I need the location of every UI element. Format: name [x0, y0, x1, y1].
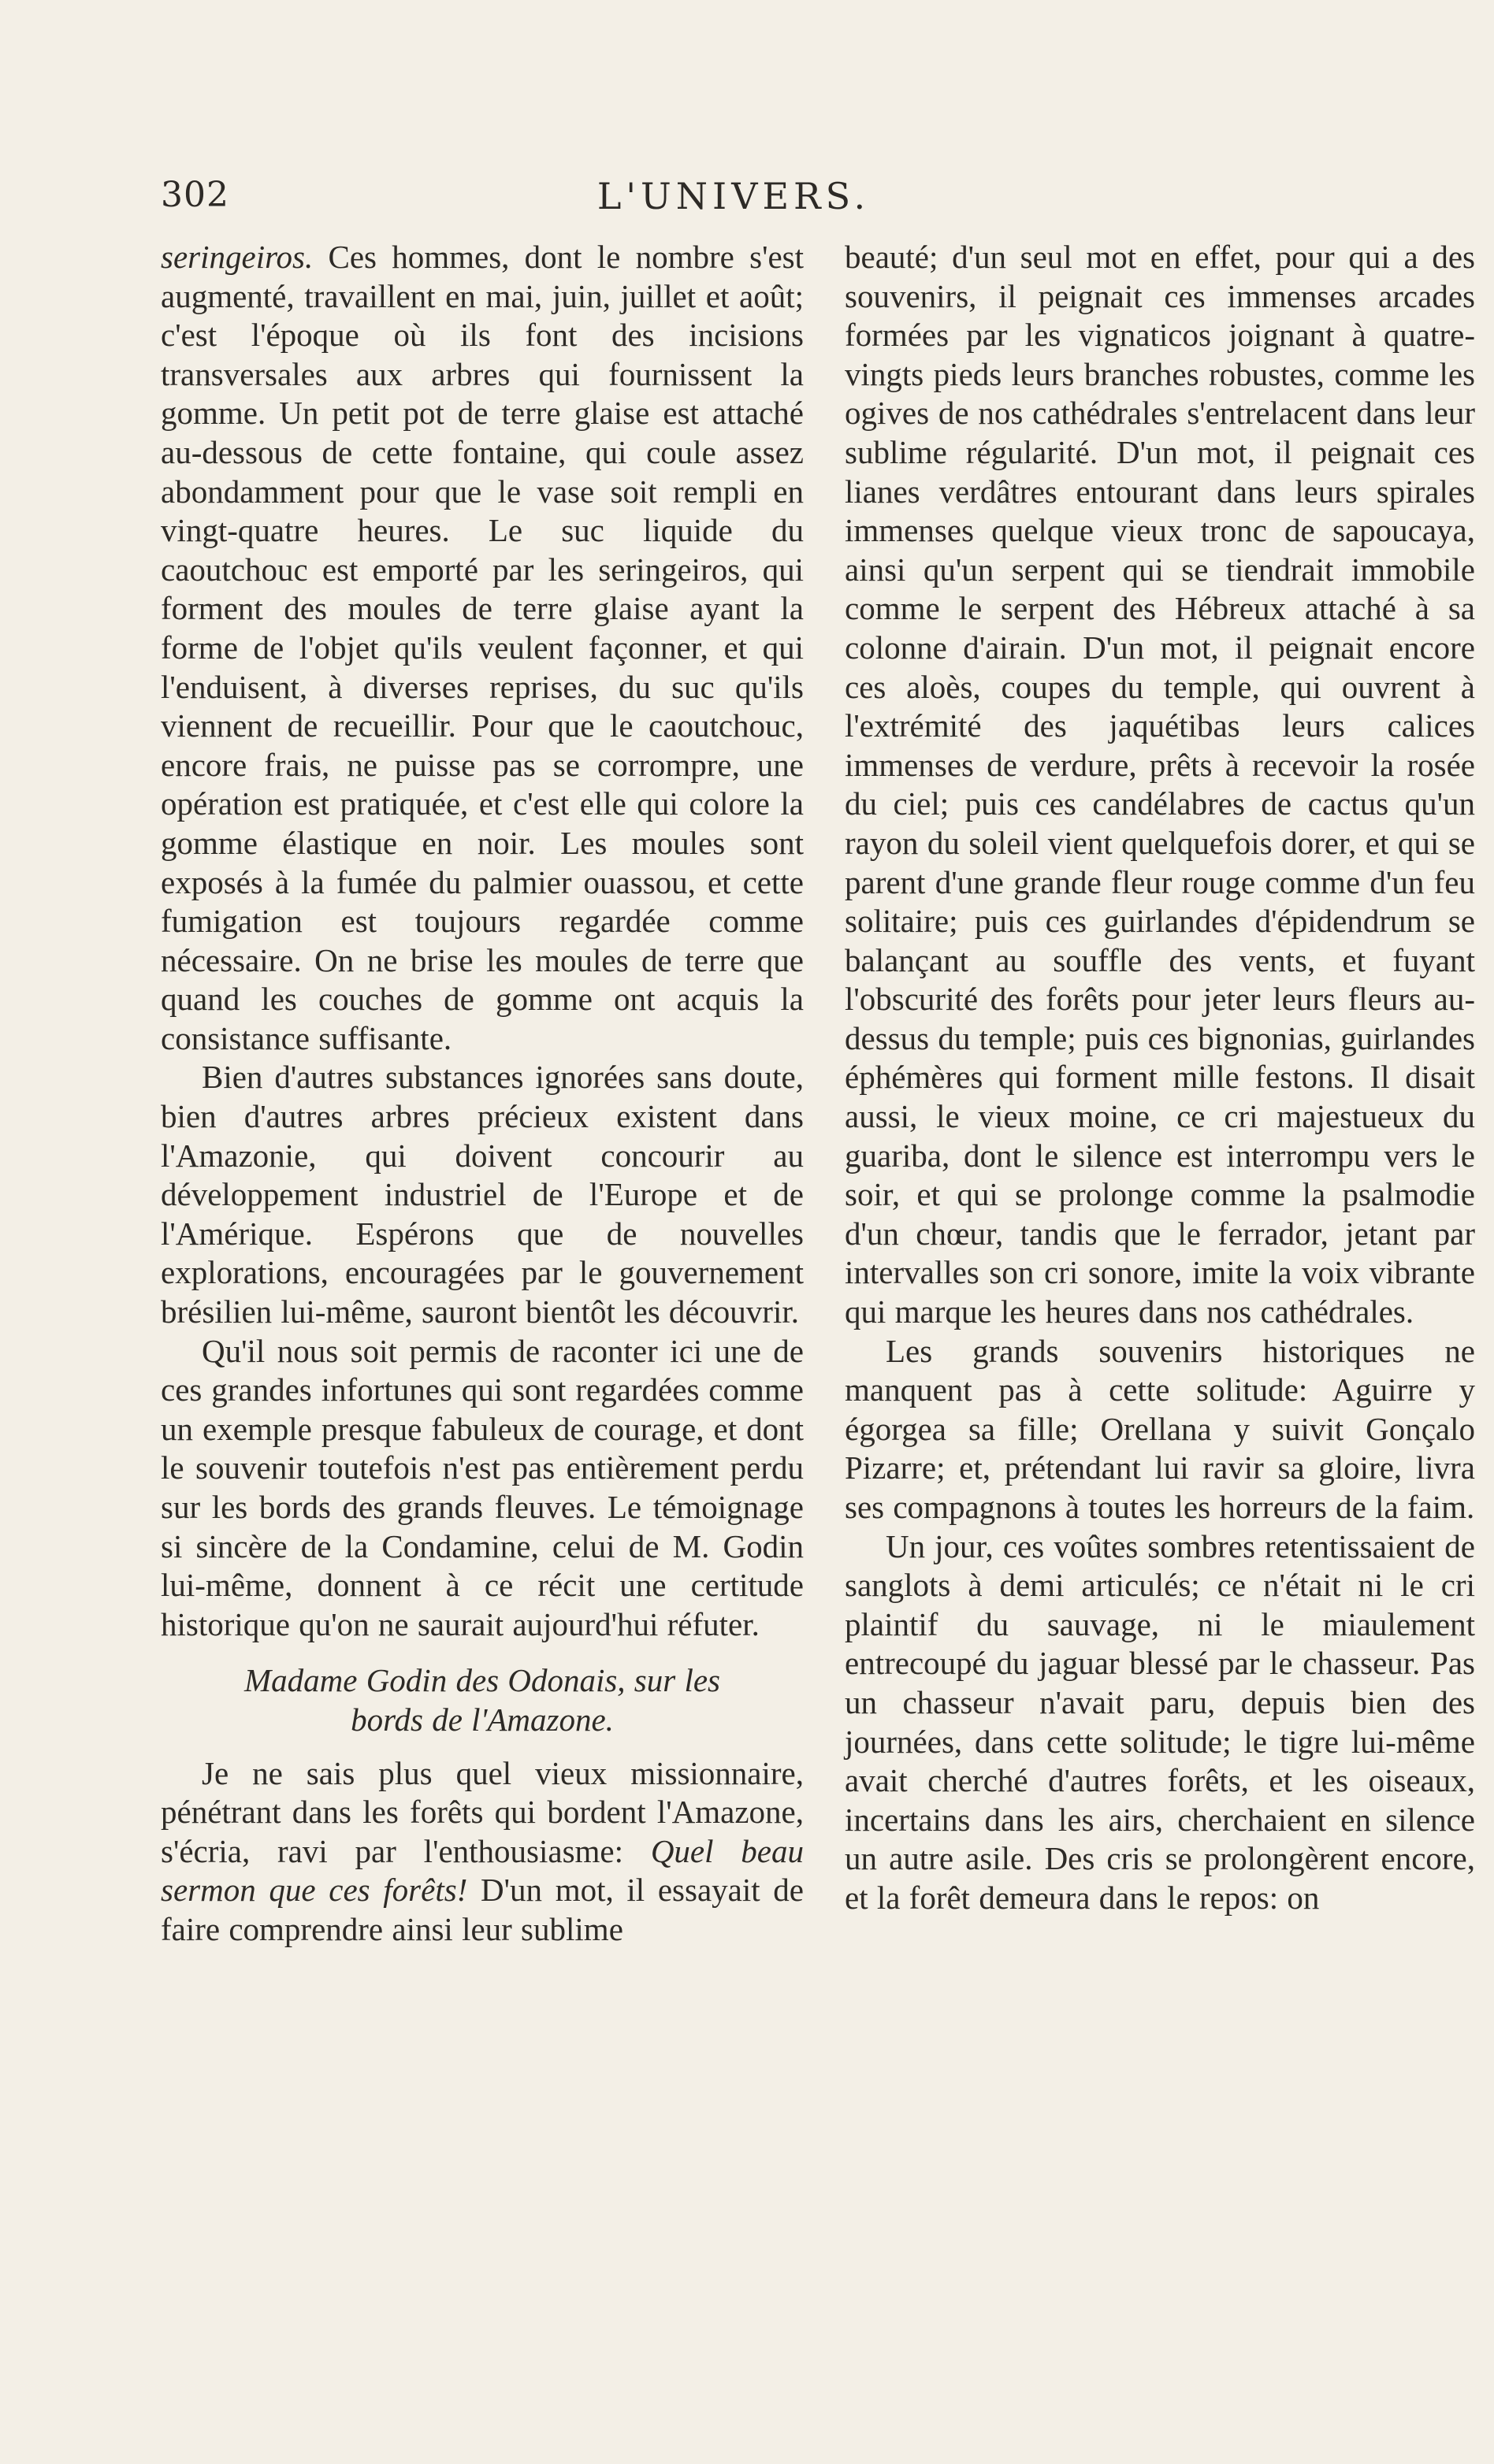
page-header: [161, 175, 1306, 222]
section-heading-line: bords de l'Amazone.: [351, 1701, 614, 1738]
paragraph: Un jour, ces voûtes sombres retentissaient de sanglots à demi articulés; ce n'était ni le cri plaintif du sauvage, ni le miaulement entrecoupé du jaguar blessé par le chasseur. Pas un chasseur n'avait paru, depuis bien des journées, dans cette solitude; le tigre lui-même avait cherché d'autres forêts, et les oiseaux, incertains dans les airs, cherchaient en silence un autre asile. Des cris se prolongèrent encore, et la forêt demeura dans le repos: on: [845, 1527, 1475, 1916]
paragraph-text: D'un mot, il essayait de faire comprendre ainsi leur sublime: [161, 1872, 805, 1947]
italic-term: seringeiros.: [161, 239, 314, 275]
paragraph: [161, 1754, 804, 1950]
right-column: [845, 238, 1475, 1918]
paragraph-text: Ces hommes, dont le nombre s'est augmenté, travaillent en mai, juin, juillet et août; c'est l'époque où ils font des incisions transversales aux arbres qui fournissent la gomme. Un petit pot de terre glaise est attaché au-dessous de cette fontaine, qui coule assez abondamment pour que le vase soit rempli en vingt-quatre heures. Le suc liquide du caoutchouc est emporté par les seringeiros, qui forment des moules de terre glaise ayant la forme de l'objet qu'ils veulent façonner, et qui l'enduisent, à diverses reprises, du suc qu'ils viennent de recueillir. Pour que le caoutchouc, encore frais, ne puisse pas se corrompre, une opération est pratiquée, et c'est elle qui colore la gomme élastique en noir. Les moules sont exposés à la fumée du palmier ouassou, et cette fumigation est toujours regardée comme nécessaire. On ne brise les moules de terre que quand les couches de gomme ont acquis la consistance suffisante.: [161, 239, 804, 1056]
paragraph: [161, 238, 804, 1058]
paragraph: Les grands souvenirs historiques ne manquent pas à cette solitude: Aguirre y égorgea sa fille; Orellana y suivit Gonçalo Pizarre; et, prétendant lui ravir sa gloire, livra ses compagnons à toutes les horreurs de la faim.: [845, 1332, 1475, 1525]
paragraph-text: Je ne sais plus quel vieux missionnaire, pénétrant dans les forêts qui bordent l'Amazone, s'écria, ravi par l'enthousiasme:: [161, 1754, 804, 1869]
section-heading: [161, 1661, 804, 1739]
paragraph: Qu'il nous soit permis de raconter ici une de ces grandes infortunes qui sont regardées comme un exemple presque fabuleux de courage, et dont le souvenir toutefois n'est pas entièrement perdu sur les bords des grands fleuves. Le témoignage si sincère de la Condamine, celui de M. Godin lui-même, donnent à ce récit une certitude historique qu'on ne saurait aujourd'hui réfuter.: [161, 1332, 804, 1642]
left-column: [161, 238, 804, 1950]
paragraph: Bien d'autres substances ignorées sans doute, bien d'autres arbres précieux existent dans l'Amazonie, qui doivent concourir au développement industriel de l'Europe et de l'Amérique. Espérons que de nouvelles explorations, encouragées par le gouvernement brésilien lui-même, sauront bientôt les découvrir.: [161, 1059, 804, 1330]
running-title: L'UNIVERS.: [596, 175, 871, 217]
italic-quote: Quel beau sermon que ces forêts!: [161, 1832, 804, 1909]
section-heading-line: Madame Godin des Odonais, sur les: [243, 1662, 721, 1699]
paragraph: beauté; d'un seul mot en effet, pour qui a des souvenirs, il peignait ces immenses arcades formées par les vignaticos joignant à quatre-vingts pieds leurs branches robustes, comme les ogives de nos cathédrales s'entrelacent dans leur sublime régularité. D'un mot, il peignait ces lianes verdâtres entourant dans leurs spirales immenses quelque vieux tronc de sapoucaya, ainsi qu'un serpent qui se tiendrait immobile comme le serpent des Hébreux attaché à sa colonne d'airain. D'un mot, il peignait encore ces aloès, coupes du temple, qui ouvrent à l'extrémité des jaquétibas leurs calices immenses de verdure, prêts à recevoir la rosée du ciel; puis ces candélabres de cactus qu'un rayon du soleil vient quelquefois dorer, et qui se parent d'une grande fleur rouge comme d'un feu solitaire; puis ces guirlandes d'épidendrum se balançant au souffle des vents, et fuyant l'obscurité des forêts pour jeter leurs fleurs au-dessus du temple; puis ces bignonias, guirlandes éphémères qui forment mille festons. Il disait aussi, le vieux moine, ce cri majestueux du guariba, dont le silence est interrompu vers le soir, et qui se prolonge comme la psalmodie d'un chœur, tandis que le ferrador, jetant par intervalles son cri sonore, imite la voix vibrante qui marque les heures dans nos cathédrales.: [845, 239, 1475, 1330]
page-number: 302: [161, 175, 229, 215]
